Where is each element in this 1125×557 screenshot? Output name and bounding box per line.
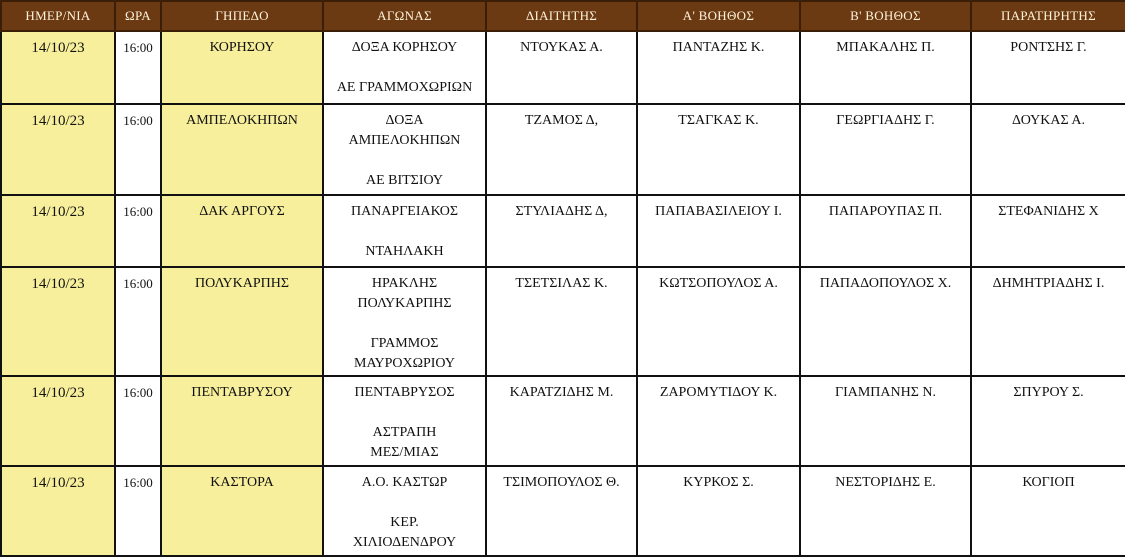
away-team-line: ΓΡΑΜΜΟΣ (370, 336, 439, 351)
referee-cell: ΝΤΟΥΚΑΣ Α. (486, 31, 637, 104)
assistant2-cell: ΠΑΠΑΡΟΥΠΑΣ Π. (800, 195, 971, 267)
assistant1-cell: ΚΩΤΣΟΠΟΥΛΟΣ Α. (637, 267, 800, 376)
assistant2-cell: ΜΠΑΚΑΛΗΣ Π. (800, 31, 971, 104)
observer-cell: ΔΟΥΚΑΣ Α. (971, 104, 1125, 195)
header-time: ΩΡΑ (115, 1, 161, 31)
match-cell (323, 104, 486, 195)
home-team-line: ΑΜΠΕΛΟΚΗΠΩΝ (348, 133, 461, 148)
assistant1-cell: ΤΣΑΓΚΑΣ Κ. (637, 104, 800, 195)
home-team-line: ΠΕΝΤΑΒΡΥΣΟΣ (354, 385, 455, 400)
table-row (1, 195, 1125, 267)
venue-cell: ΑΜΠΕΛΟΚΗΠΩΝ (161, 104, 323, 195)
assistant1-cell: ΠΑΝΤΑΖΗΣ Κ. (637, 31, 800, 104)
referee-cell: ΤΣΕΤΣΙΛΑΣ Κ. (486, 267, 637, 376)
venue-cell: ΚΑΣΤΟΡΑ (161, 466, 323, 556)
referee-cell: ΣΤΥΛΙΑΔΗΣ Δ, (486, 195, 637, 267)
venue-cell: ΠΟΛΥΚΑΡΠΗΣ (161, 267, 323, 376)
date-cell: 14/10/23 (1, 104, 115, 195)
away-team-line: ΜΕΣ/ΜΙΑΣ (370, 445, 439, 460)
venue-cell: ΚΟΡΗΣΟΥ (161, 31, 323, 104)
time-cell: 16:00 (115, 195, 161, 267)
date-cell: 14/10/23 (1, 31, 115, 104)
header-row (1, 1, 1125, 31)
home-team-line: ΗΡΑΚΛΗΣ (371, 276, 438, 291)
header-observer: ΠΑΡΑΤΗΡΗΤΗΣ (971, 1, 1125, 31)
home-team-line: ΔΟΞΑ (385, 113, 424, 128)
away-team-line: ΜΑΥΡΟΧΩΡΙΟΥ (354, 356, 455, 371)
time-cell: 16:00 (115, 466, 161, 556)
date-cell: 14/10/23 (1, 267, 115, 376)
header-referee: ΔΙΑΙΤΗΤΗΣ (486, 1, 637, 31)
referee-cell: ΚΑΡΑΤΖΙΔΗΣ Μ. (486, 376, 637, 466)
match-cell (323, 376, 486, 466)
table-row (1, 104, 1125, 195)
table-row (1, 376, 1125, 466)
date-cell: 14/10/23 (1, 195, 115, 267)
table-row (1, 31, 1125, 104)
header-assistant1: Α' ΒΟΗΘΟΣ (637, 1, 800, 31)
assistant2-cell: ΓΕΩΡΓΙΑΔΗΣ Γ. (800, 104, 971, 195)
venue-cell: ΔΑΚ ΑΡΓΟΥΣ (161, 195, 323, 267)
time-cell: 16:00 (115, 31, 161, 104)
match-cell (323, 267, 486, 376)
header-date: ΗΜΕΡ/ΝΙΑ (1, 1, 115, 31)
observer-cell: ΣΠΥΡΟΥ Σ. (971, 376, 1125, 466)
away-team-line: ΝΤΑΗΛΑΚΗ (365, 244, 444, 259)
observer-cell: ΚΟΓΙΟΠ (971, 466, 1125, 556)
assistant1-cell: ΚΥΡΚΟΣ Σ. (637, 466, 800, 556)
assistant2-cell: ΠΑΠΑΔΟΠΟΥΛΟΣ Χ. (800, 267, 971, 376)
away-team-line: ΧΙΛΙΟΔΕΝΔΡΟΥ (352, 535, 457, 550)
time-cell: 16:00 (115, 267, 161, 376)
match-cell (323, 31, 486, 104)
away-team-line: ΑΕ ΓΡΑΜΜΟΧΩΡΙΩΝ (336, 80, 473, 95)
assistant1-cell: ΠΑΠΑΒΑΣΙΛΕΙΟΥ Ι. (637, 195, 800, 267)
home-team-line: Α.Ο. ΚΑΣΤΩΡ (361, 475, 448, 490)
match-cell (323, 466, 486, 556)
observer-cell: ΣΤΕΦΑΝΙΔΗΣ Χ (971, 195, 1125, 267)
date-cell: 14/10/23 (1, 376, 115, 466)
referee-cell: ΤΣΙΜΟΠΟΥΛΟΣ Θ. (486, 466, 637, 556)
time-cell: 16:00 (115, 376, 161, 466)
time-cell: 16:00 (115, 104, 161, 195)
header-match: ΑΓΩΝΑΣ (323, 1, 486, 31)
assistant1-cell: ΖΑΡΟΜΥΤΙΔΟΥ Κ. (637, 376, 800, 466)
away-team-line: ΑΕ ΒΙΤΣΙΟΥ (365, 173, 444, 188)
away-team-line: ΚΕΡ. (390, 515, 419, 530)
home-team-line: ΠΑΝΑΡΓΕΙΑΚΟΣ (350, 204, 459, 219)
date-cell: 14/10/23 (1, 466, 115, 556)
table-row (1, 267, 1125, 376)
home-team-line: ΔΟΞΑ ΚΟΡΗΣΟΥ (351, 40, 458, 55)
home-team-line: ΠΟΛΥΚΑΡΠΗΣ (357, 296, 452, 311)
observer-cell: ΡΟΝΤΣΗΣ Γ. (971, 31, 1125, 104)
match-cell (323, 195, 486, 267)
venue-cell: ΠΕΝΤΑΒΡΥΣΟΥ (161, 376, 323, 466)
away-team-line: ΑΣΤΡΑΠΗ (372, 425, 437, 440)
header-venue: ΓΗΠΕΔΟ (161, 1, 323, 31)
header-assistant2: Β' ΒΟΗΘΟΣ (800, 1, 971, 31)
table-row (1, 466, 1125, 556)
assistant2-cell: ΓΙΑΜΠΑΝΗΣ Ν. (800, 376, 971, 466)
observer-cell: ΔΗΜΗΤΡΙΑΔΗΣ Ι. (971, 267, 1125, 376)
assistant2-cell: ΝΕΣΤΟΡΙΔΗΣ Ε. (800, 466, 971, 556)
referee-cell: ΤΖΑΜΟΣ Δ, (486, 104, 637, 195)
